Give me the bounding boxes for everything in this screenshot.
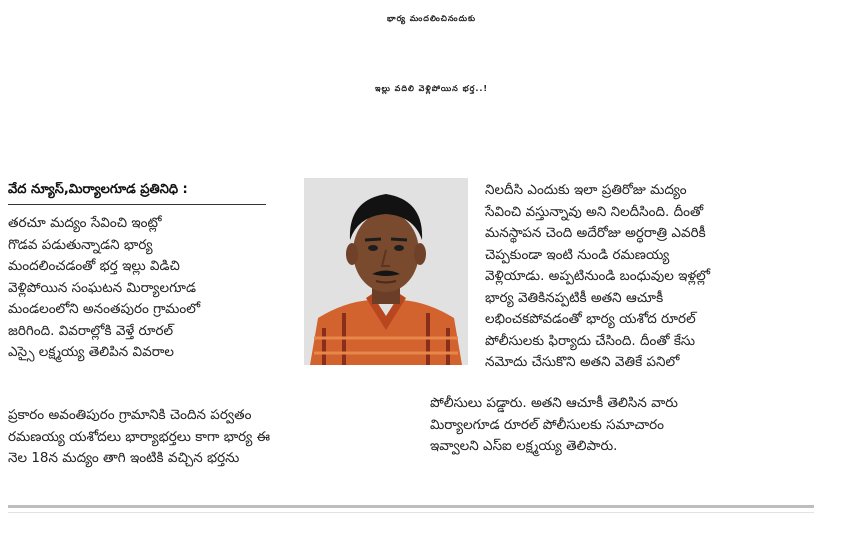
article-line: భార్య వెతికినప్పటికీ అతని ఆచూకీ <box>485 289 664 306</box>
left-column <box>8 213 294 364</box>
bottom-divider <box>8 505 814 508</box>
headline-line-2: ఇల్లు వదిలి వెళ్లిపోయిన భర్త..! <box>374 84 489 93</box>
article-line: ప్రకారం అవంతిపురం గ్రామానికి చెందిన పర్వతం <box>8 407 252 423</box>
article-line: లభించకపోవడంతో భార్య యశోద రూరల్ <box>485 311 696 327</box>
article-line: వెళ్లిపోయిన సంఘటన మిర్యాలగూడ <box>8 279 196 296</box>
article-line: జరిగింది. వివరాల్లోకి వెళ్తే రూరల్ <box>8 322 174 339</box>
article-line: మనస్థాపన చెంది అదేరోజు అర్ధరాత్రి ఎవరికీ <box>485 225 706 241</box>
right-column <box>485 180 815 374</box>
article-line: రమణయ్య యశోదలు భార్యాభర్తలు కాగా భార్య ఈ <box>8 428 271 445</box>
bottom-divider-thin <box>8 512 814 513</box>
article-line: ఎస్సై లక్ష్మయ్య తెలిపిన వివరాల <box>8 344 174 360</box>
article-line: మండలంలోని అనంతపురం గ్రామంలో <box>8 301 201 317</box>
right-column-continued <box>430 393 815 458</box>
article-line: మిర్యాలగూడ రూరల్ పోలీసులకు సమాచారం <box>430 416 664 433</box>
article-line: చెప్పకుండా ఇంటి నుండి రమణయ్య <box>485 246 670 263</box>
article-line: పోలీసులు పడ్డారు. అతని ఆచూకీ తెలిసిన వారు <box>430 395 678 411</box>
article-line: సేవించి వస్తున్నావు అని నిలదీసింది. దీంతో <box>485 203 704 220</box>
article-line: తరచూ మద్యం సేవించి ఇంట్లో <box>8 215 162 231</box>
article-line: గొడవ పడుతున్నాడని భార్య <box>8 236 153 253</box>
article-line: మందలించడంతో భర్త ఇల్లు విడిచి <box>8 258 180 274</box>
left-column-continued <box>8 405 400 470</box>
article-line: నిలదీసి ఎందుకు ఇలా ప్రతిరోజు మద్యం <box>485 182 687 198</box>
article-line: వెళ్లియాడు. అప్పటినుండి బంధువుల ఇళ్లల్లో <box>485 268 711 284</box>
headline-line-1: భార్య మందలించినందుకు <box>387 14 476 23</box>
byline: వేద న్యూస్,మిర్యాలగూడ ప్రతినిధి : <box>8 182 266 205</box>
portrait-photo <box>304 178 468 365</box>
portrait-illustration <box>304 178 468 365</box>
article-line: నమోదు చేసుకొని అతని వెతికే పనిలో <box>485 354 680 370</box>
article-line: నెల 18న మద్యం తాగి ఇంటికి వచ్చిన భర్తను <box>8 450 240 466</box>
article-line: పోలీసులకు ఫిర్యాదు చేసింది. దీంతో కేసు <box>485 332 696 349</box>
article-line: ఇవ్వాలని ఎస్ఐ లక్ష్మయ్య తెలిపారు. <box>430 438 618 454</box>
